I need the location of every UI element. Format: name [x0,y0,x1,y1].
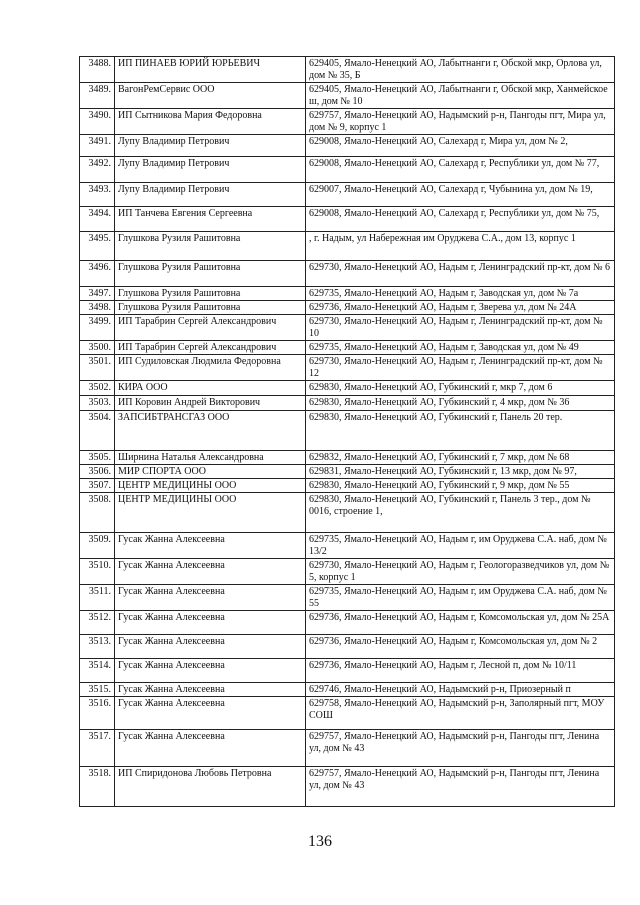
row-number: 3496. [80,261,115,287]
row-number: 3498. [80,301,115,315]
organization-name: Гусак Жанна Алексеевна [115,635,306,659]
table-row [80,635,615,659]
table-row [80,559,615,585]
organization-address: 629008, Ямало-Ненецкий АО, Салехард г, Республики ул, дом № 77, [306,157,615,183]
organization-address: 629405, Ямало-Ненецкий АО, Лабытнанги г, Обской мкр, Ханмейское ш, дом № 10 [306,83,615,109]
table-row [80,730,615,767]
organization-address: 629830, Ямало-Ненецкий АО, Губкинский г, 4 мкр, дом № 36 [306,396,615,411]
table-row [80,533,615,559]
organization-address: 629736, Ямало-Ненецкий АО, Надым г, Зверева ул, дом № 24А [306,301,615,315]
organization-address: 629736, Ямало-Ненецкий АО, Надым г, Комсомольская ул, дом № 25А [306,611,615,635]
organization-address: 629736, Ямало-Ненецкий АО, Надым г, Лесной п, дом № 10/11 [306,659,615,683]
organization-name: ИП Сытникова Мария Федоровна [115,109,306,135]
row-number: 3495. [80,232,115,261]
row-number: 3502. [80,381,115,396]
row-number: 3492. [80,157,115,183]
table-row [80,697,615,730]
organization-address: 629735, Ямало-Ненецкий АО, Надым г, им Оруджева С.А. наб, дом № 13/2 [306,533,615,559]
table-row [80,341,615,355]
table-row [80,465,615,479]
table-row [80,109,615,135]
organization-name: Глушкова Рузиля Рашитовна [115,301,306,315]
organization-address: 629730, Ямало-Ненецкий АО, Надым г, Ленинградский пр-кт, дом № 12 [306,355,615,381]
table-row [80,585,615,611]
table-row [80,183,615,207]
row-number: 3517. [80,730,115,767]
organization-name: ИП Коровин Андрей Викторович [115,396,306,411]
organization-name: ИП Спиридонова Любовь Петровна [115,767,306,807]
organization-name: Глушкова Рузиля Рашитовна [115,287,306,301]
table-row [80,659,615,683]
row-number: 3494. [80,207,115,232]
table-row [80,315,615,341]
organization-address: 629007, Ямало-Ненецкий АО, Салехард г, Чубынина ул, дом № 19, [306,183,615,207]
organization-address: 629830, Ямало-Ненецкий АО, Губкинский г, Панель 3 тер., дом № 0016, строение 1, [306,493,615,533]
organization-name: ИП Танчева Евгения Сергеевна [115,207,306,232]
organization-address: 629735, Ямало-Ненецкий АО, Надым г, Заводская ул, дом № 7а [306,287,615,301]
organization-address: 629736, Ямало-Ненецкий АО, Надым г, Комсомольская ул, дом № 2 [306,635,615,659]
organization-address: 629757, Ямало-Ненецкий АО, Надымский р-н, Пангоды пгт, Ленина ул, дом № 43 [306,767,615,807]
organization-name: Лупу Владимир Петрович [115,135,306,157]
table-row [80,355,615,381]
table-row [80,381,615,396]
organization-address: 629757, Ямало-Ненецкий АО, Надымский р-н, Пангоды пгт, Ленина ул, дом № 43 [306,730,615,767]
table-row [80,232,615,261]
organization-name: ИП Тарабрин Сергей Александрович [115,341,306,355]
organization-name: Гусак Жанна Алексеевна [115,730,306,767]
organization-name: Лупу Владимир Петрович [115,157,306,183]
table-row [80,683,615,697]
row-number: 3491. [80,135,115,157]
organization-name: Глушкова Рузиля Рашитовна [115,232,306,261]
organization-address: 629730, Ямало-Ненецкий АО, Надым г, Ленинградский пр-кт, дом № 6 [306,261,615,287]
row-number: 3512. [80,611,115,635]
organization-address: 629830, Ямало-Ненецкий АО, Губкинский г, 9 мкр, дом № 55 [306,479,615,493]
organization-address: 629730, Ямало-Ненецкий АО, Надым г, Ленинградский пр-кт, дом № 10 [306,315,615,341]
table-row [80,479,615,493]
row-number: 3489. [80,83,115,109]
organization-address: , г. Надым, ул Набережная им Оруджева С.А., дом 13, корпус 1 [306,232,615,261]
organization-name: ИП Судиловская Людмила Федоровна [115,355,306,381]
organization-name: ЦЕНТР МЕДИЦИНЫ ООО [115,479,306,493]
organization-address: 629008, Ямало-Ненецкий АО, Салехард г, Мира ул, дом № 2, [306,135,615,157]
registry-table-body [80,57,615,807]
registry-table [79,56,615,807]
organization-name: ИП Тарабрин Сергей Александрович [115,315,306,341]
row-number: 3516. [80,697,115,730]
organization-name: Ширнина Наталья Александровна [115,451,306,465]
organization-name: Гусак Жанна Алексеевна [115,559,306,585]
row-number: 3507. [80,479,115,493]
organization-address: 629830, Ямало-Ненецкий АО, Губкинский г, Панель 20 тер. [306,411,615,451]
row-number: 3515. [80,683,115,697]
organization-name: ВагонРемСервис ООО [115,83,306,109]
row-number: 3488. [80,57,115,83]
page-number: 136 [308,833,332,850]
organization-address: 629735, Ямало-Ненецкий АО, Надым г, Заводская ул, дом № 49 [306,341,615,355]
organization-address: 629008, Ямало-Ненецкий АО, Салехард г, Республики ул, дом № 75, [306,207,615,232]
row-number: 3503. [80,396,115,411]
table-row [80,611,615,635]
organization-address: 629735, Ямало-Ненецкий АО, Надым г, им Оруджева С.А. наб, дом № 55 [306,585,615,611]
organization-name: Лупу Владимир Петрович [115,183,306,207]
organization-address: 629746, Ямало-Ненецкий АО, Надымский р-н, Приозерный п [306,683,615,697]
row-number: 3497. [80,287,115,301]
table-row [80,411,615,451]
row-number: 3510. [80,559,115,585]
row-number: 3506. [80,465,115,479]
organization-name: Гусак Жанна Алексеевна [115,611,306,635]
organization-address: 629831, Ямало-Ненецкий АО, Губкинский г, 13 мкр, дом № 97, [306,465,615,479]
organization-address: 629730, Ямало-Ненецкий АО, Надым г, Геологоразведчиков ул, дом № 5, корпус 1 [306,559,615,585]
table-row [80,451,615,465]
organization-name: ИП ПИНАЕВ ЮРИЙ ЮРЬЕВИЧ [115,57,306,83]
table-row [80,157,615,183]
row-number: 3505. [80,451,115,465]
organization-name: Гусак Жанна Алексеевна [115,585,306,611]
row-number: 3504. [80,411,115,451]
row-number: 3509. [80,533,115,559]
row-number: 3499. [80,315,115,341]
table-row [80,301,615,315]
row-number: 3514. [80,659,115,683]
organization-name: ЗАПСИБТРАНСГАЗ ООО [115,411,306,451]
table-row [80,135,615,157]
organization-address: 629830, Ямало-Ненецкий АО, Губкинский г, мкр 7, дом 6 [306,381,615,396]
table-row [80,287,615,301]
organization-name: Гусак Жанна Алексеевна [115,697,306,730]
organization-name: Гусак Жанна Алексеевна [115,683,306,697]
table-row [80,207,615,232]
table-row [80,261,615,287]
table-row [80,493,615,533]
table-row [80,83,615,109]
row-number: 3511. [80,585,115,611]
organization-address: 629758, Ямало-Ненецкий АО, Надымский р-н, Заполярный пгт, МОУ СОШ [306,697,615,730]
organization-name: ЦЕНТР МЕДИЦИНЫ ООО [115,493,306,533]
organization-name: МИР СПОРТА ООО [115,465,306,479]
table-row [80,57,615,83]
row-number: 3500. [80,341,115,355]
row-number: 3490. [80,109,115,135]
row-number: 3513. [80,635,115,659]
organization-name: Глушкова Рузиля Рашитовна [115,261,306,287]
organization-name: Гусак Жанна Алексеевна [115,659,306,683]
row-number: 3501. [80,355,115,381]
organization-name: КИРА ООО [115,381,306,396]
table-row [80,767,615,807]
organization-address: 629757, Ямало-Ненецкий АО, Надымский р-н, Пангоды пгт, Мира ул, дом № 9, корпус 1 [306,109,615,135]
organization-address: 629405, Ямало-Ненецкий АО, Лабытнанги г, Обской мкр, Орлова ул, дом № 35, Б [306,57,615,83]
row-number: 3508. [80,493,115,533]
row-number: 3493. [80,183,115,207]
row-number: 3518. [80,767,115,807]
organization-address: 629832, Ямало-Ненецкий АО, Губкинский г, 7 мкр, дом № 68 [306,451,615,465]
organization-name: Гусак Жанна Алексеевна [115,533,306,559]
table-row [80,396,615,411]
